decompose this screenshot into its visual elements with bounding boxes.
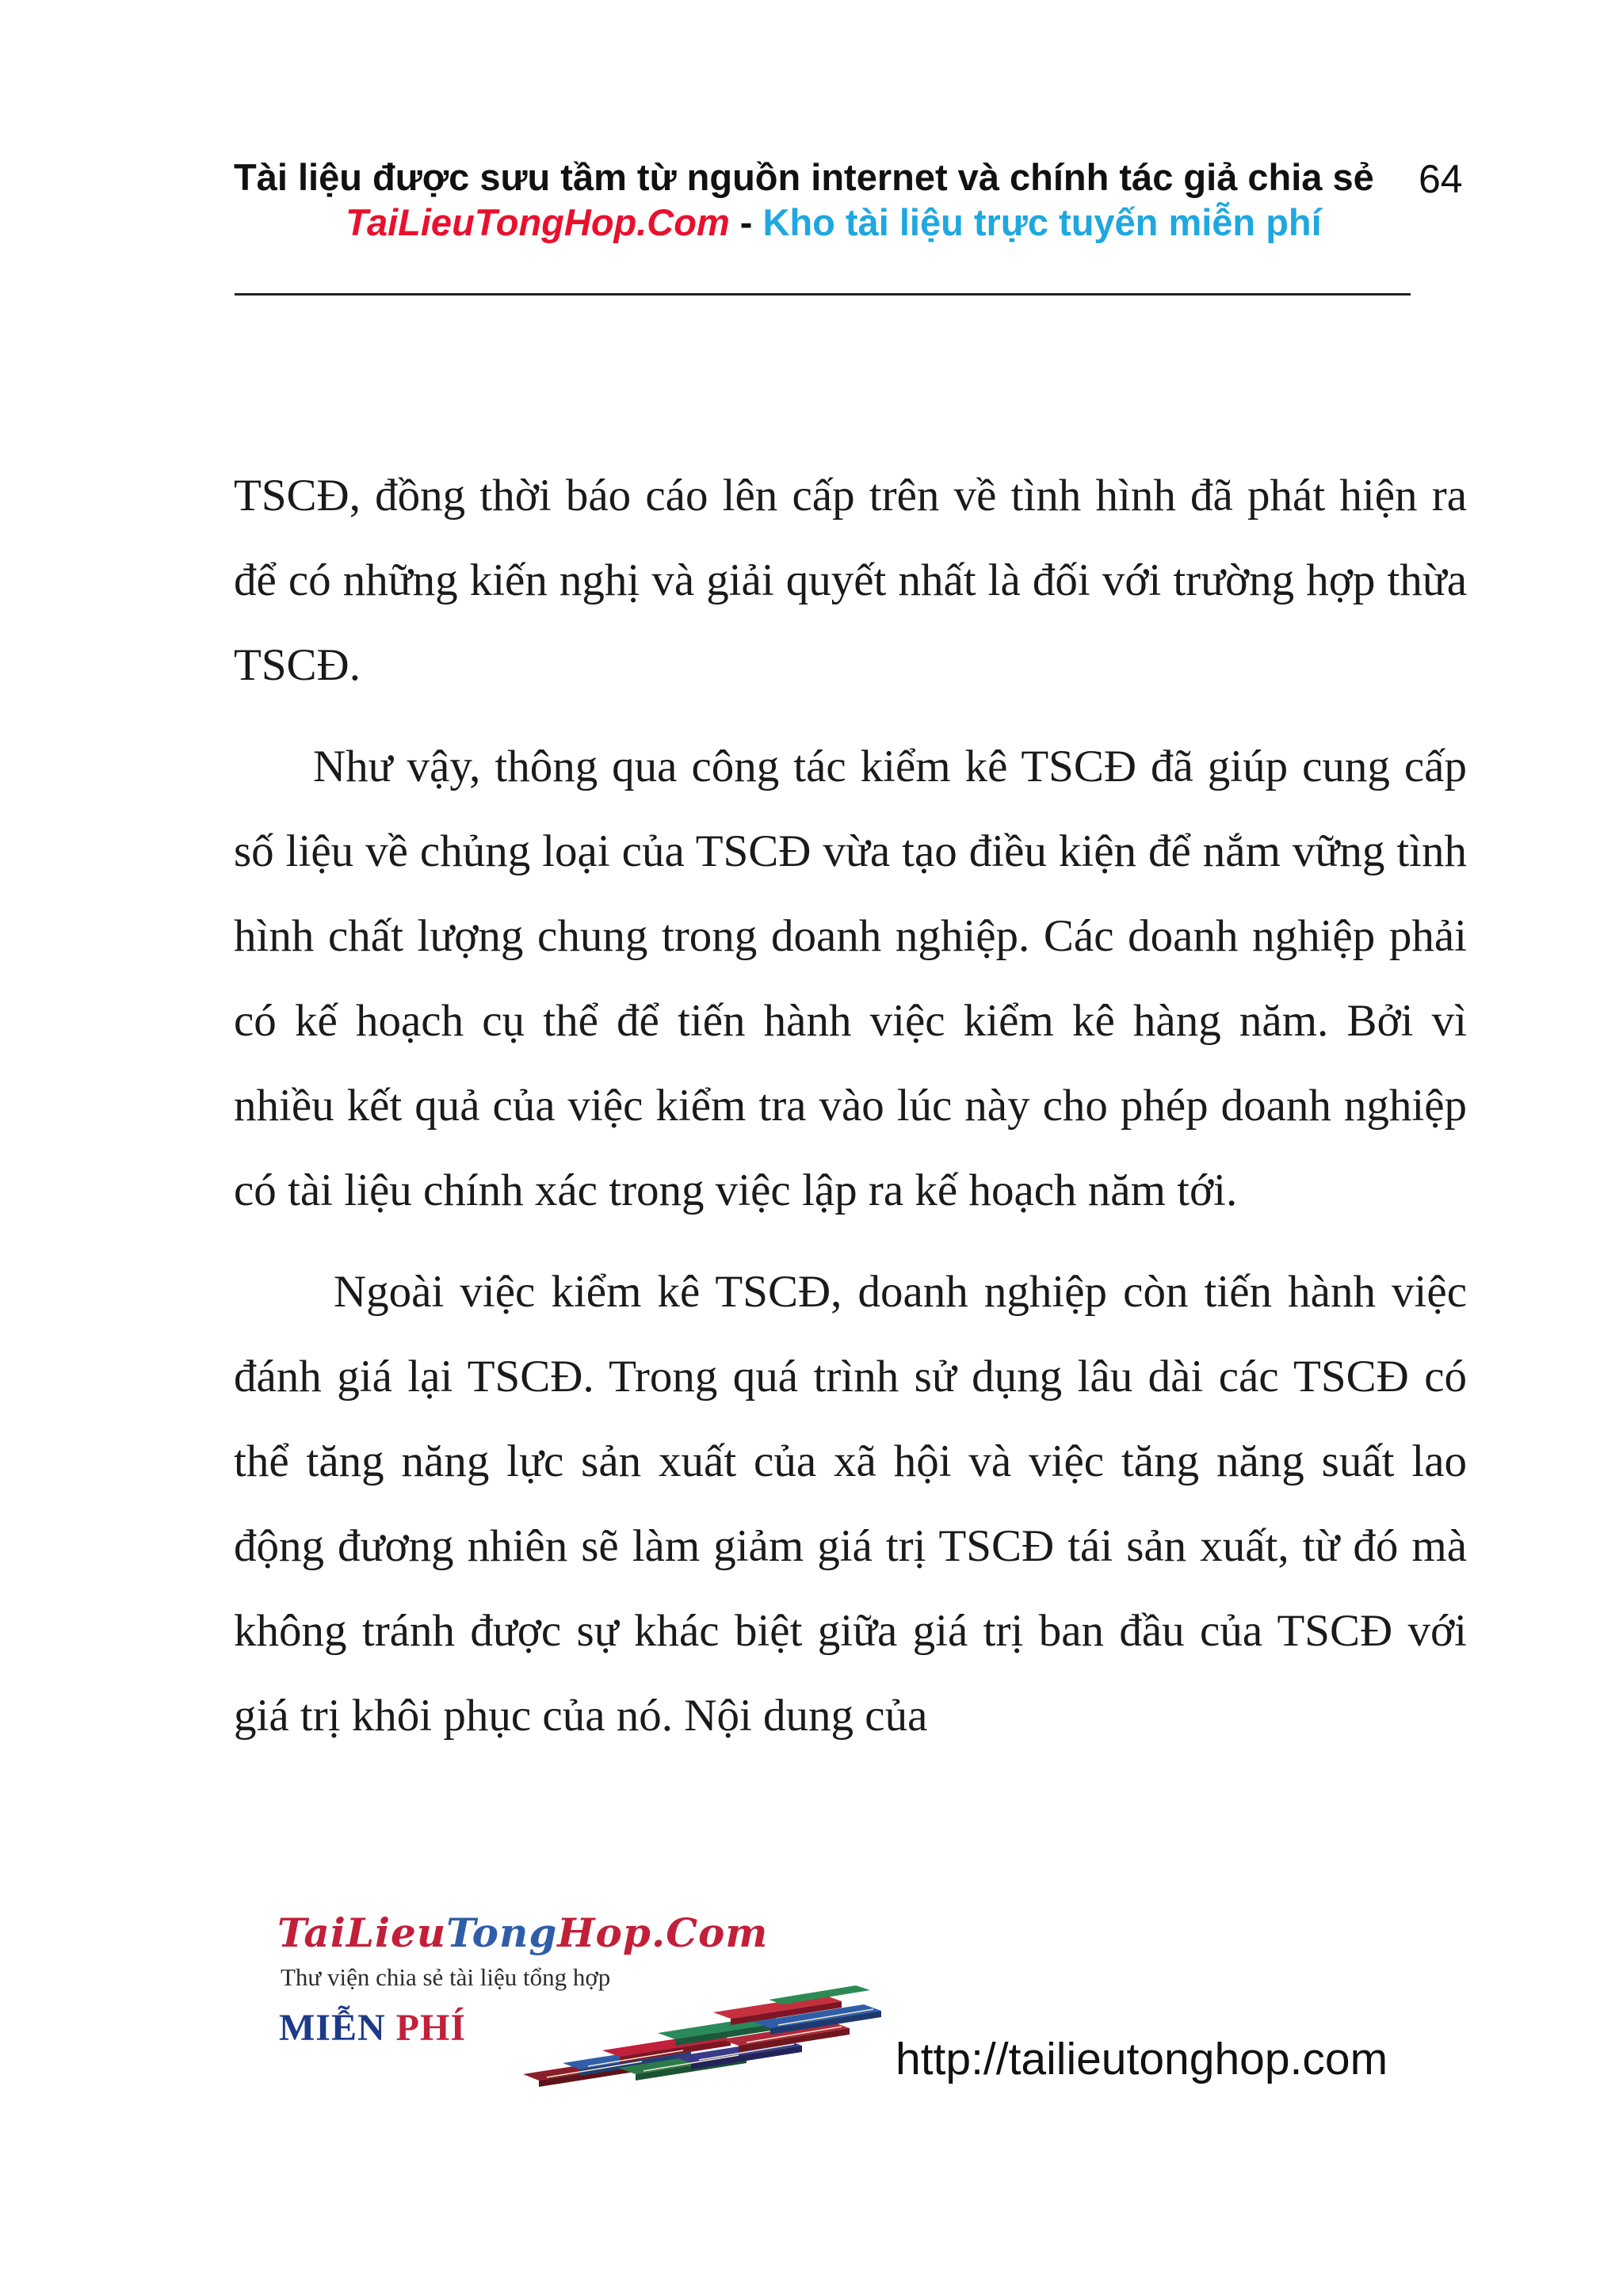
logo-free-label: MIỄN PHÍ: [279, 2007, 467, 2049]
footer-url[interactable]: http://tailieutonghop.com: [896, 2034, 1388, 2084]
site-logo: [277, 1909, 880, 2092]
page-number: 64: [1419, 157, 1463, 201]
paragraph: TSCĐ, đồng thời báo cáo lên cấp trên về tình hình đã phát hiện ra để có những kiến nghị và giải quyết nhất là đối với trường hợp thừa TSCĐ.: [234, 471, 1467, 690]
logo-title: TaiLieuTongHop.Com: [277, 1909, 769, 1956]
logo-tagline: Thư viện chia sẻ tài liệu tổng hợp: [281, 1963, 611, 1991]
paragraph: Như vậy, thông qua công tác kiểm kê TSCĐ đã giúp cung cấp số liệu về chủng loại của TSCĐ vừa tạo điều kiện để nắm vững tình hình chất lượng chung trong doanh nghiệp. Các doanh nghiệp phải có kế hoạch cụ thể để tiến hành việc kiểm kê hàng năm. Bởi vì nhiều kết quả của việc kiểm tra vào lúc này cho phép doanh nghiệp có tài liệu chính xác trong việc lập ra kế hoạch năm tới.: [234, 742, 1467, 1215]
site-name: TaiLieuTongHop.Com: [346, 201, 730, 243]
header-subtitle: [346, 200, 1322, 246]
body-text: [234, 453, 1467, 1775]
paragraph: Ngoài việc kiểm kê TSCĐ, doanh nghiệp còn tiến hành việc đánh giá lại TSCĐ. Trong quá trình sử dụng lâu dài các TSCĐ có thể tăng năng lực sản xuất của xã hội và việc tăng năng suất lao động đương nhiên sẽ làm giảm giá trị TSCĐ tái sản xuất, từ đó mà không tránh được sự khác biệt giữa giá trị ban đầu của TSCĐ với giá trị khôi phục của nó. Nội dung của: [234, 1267, 1467, 1741]
header-divider: [235, 293, 1411, 296]
books-icon: [515, 1981, 888, 2100]
site-tagline: Kho tài liệu trực tuyến miễn phí: [762, 201, 1322, 243]
header-separator: -: [739, 201, 753, 243]
header-title: Tài liệu được sưu tầm từ nguồn internet và chính tác giả chia sẻ: [234, 156, 1374, 198]
